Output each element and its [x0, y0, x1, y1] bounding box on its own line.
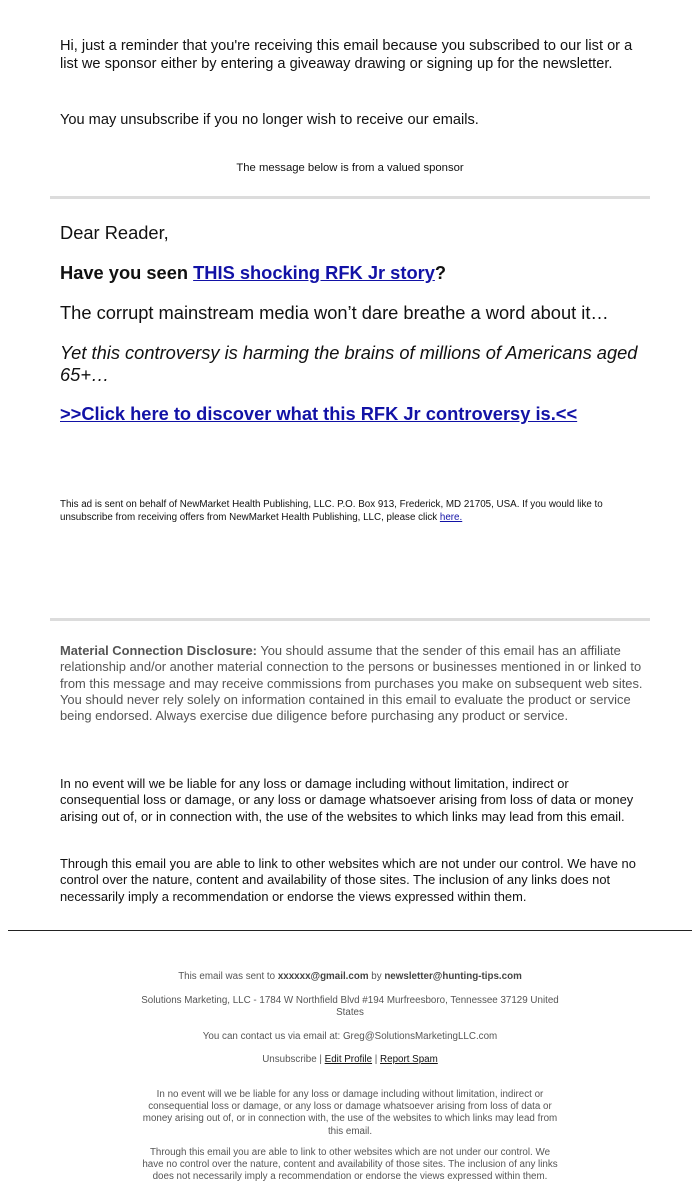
unsubscribe-text[interactable]: Unsubscribe [262, 1054, 317, 1065]
cta-link[interactable]: >>Click here to discover what this RFK Jr controversy is.<< [60, 403, 578, 424]
ad-media-line: The corrupt mainstream media won’t dare breathe a word about it… [60, 302, 609, 323]
footer-address: Solutions Marketing, LLC - 1784 W Northfield Blvd #194 Murfreesboro, Tennessee 37129 United States [141, 995, 559, 1019]
unsubscribe-note: You may unsubscribe if you no longer wish to receive our emails. [60, 112, 479, 128]
headline-suffix: ? [434, 262, 447, 283]
footer-liability: In no event will we be liable for any loss or damage including without limitation, indirect or consequential loss or damage, or any loss or damage whatsoever arising from loss of data or money arising out of, or in connection with, the use of the websites to which links may lead from this email. [142, 1089, 558, 1137]
ad-cta [60, 403, 650, 425]
headline-story-link[interactable]: THIS shocking RFK Jr story [193, 262, 435, 283]
divider-top [50, 196, 650, 199]
footer-sent-line [140, 971, 560, 983]
headline-prefix: Have you seen [60, 262, 194, 283]
material-disclosure [60, 643, 645, 724]
ad-controversy-line: Yet this controversy is harming the brains of millions of Americans aged 65+… [60, 342, 638, 385]
edit-profile-link[interactable]: Edit Profile [324, 1054, 373, 1065]
footer-links [140, 1054, 560, 1066]
ad-headline [60, 262, 650, 284]
recipient-email: xxxxxx@gmail.com [277, 971, 369, 982]
sponsor-note: The message below is from a valued sponsor [236, 162, 464, 174]
external-links-disclaimer: Through this email you are able to link to other websites which are not under our control. We have no control over the nature, content and availability of those sites. The inclusion of any links does not necessarily imply a recommendation or endorse the views expressed within them. [60, 856, 636, 904]
disclosure-text: You should assume that the sender of this email has an affiliate relationship and/or another material connection to the persons or businesses mentioned in or linked to from this message and may receive commissions from purchases you make on subsequent web sites. You should never rely solely on information contained in this email to evaluate the product or service being endorsed. Always exercise due diligence before purchasing any product or service. [60, 643, 643, 724]
sender-email: newsletter@hunting-tips.com [384, 971, 522, 982]
notice-unsubscribe-link[interactable]: here. [439, 512, 463, 523]
footer-separator: | [372, 1054, 381, 1065]
notice-text: This ad is sent on behalf of NewMarket Health Publishing, LLC. P.O. Box 913, Frederick, MD 21705, USA. If you would like to unsubscribe from receiving offers from NewMarket Health Publishing, LLC, please click [60, 499, 603, 523]
sent-by: by [368, 971, 385, 982]
footer-contact: You can contact us via email at: Greg@SolutionsMarketingLLC.com [202, 1031, 498, 1042]
divider-middle [50, 618, 650, 621]
liability-disclaimer: In no event will we be liable for any loss or damage including without limitation, indirect or consequential loss or damage, or any loss or damage whatsoever arising from loss of data or money arising out of, or in connection with, the use of the websites to which links may lead from this email. [60, 776, 634, 824]
divider-footer [8, 930, 692, 931]
ad-sender-notice [60, 498, 650, 524]
footer-separator: | [316, 1054, 325, 1065]
disclosure-label: Material Connection Disclosure: [60, 643, 257, 658]
subscription-reminder: Hi, just a reminder that you're receiving this email because you subscribed to our list or a list we sponsor either by entering a giveaway drawing or signing up for the newsletter. [60, 38, 633, 72]
sent-prefix: This email was sent to [178, 971, 278, 982]
footer-external: Through this email you are able to link to other websites which are not under our control. We have no control over the nature, content and availability of those sites. The inclusion of any links does not necessarily imply a recommendation or endorse the views expressed within them. [142, 1147, 558, 1183]
report-spam-link[interactable]: Report Spam [380, 1054, 438, 1065]
ad-greeting: Dear Reader, [60, 222, 169, 243]
